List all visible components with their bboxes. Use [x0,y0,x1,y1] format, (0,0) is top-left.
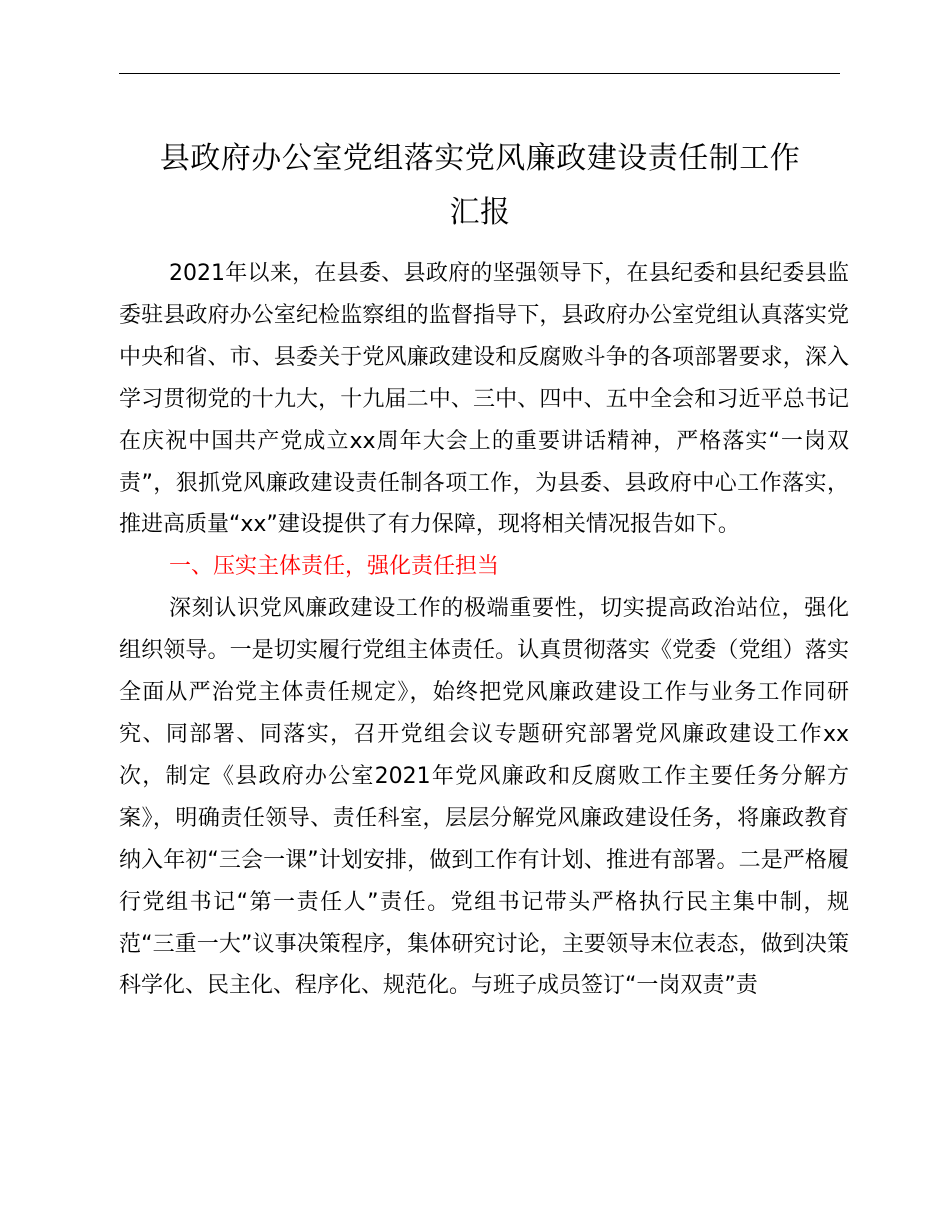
header-rule [119,73,840,74]
title-line-1: 县政府办公室党组落实党风廉政建设责任制工作 [159,141,801,176]
intro-paragraph: 2021年以来，在县委、县政府的坚强领导下，在县纪委和县纪委县监委驻县政府办公室纪检监察组的监督指导下，县政府办公室党组认真落实党中央和省、市、县委关于党风廉政建设和反腐败斗争的各项部署要求，深入学习贯彻党的十九大，十九届二中、三中、四中、五中全会和习近平总书记在庆祝中国共产党成立xx周年大会上的重要讲话精神，严格落实“一岗双责”，狠抓党风廉政建设责任制各项工作，为县委、县政府中心工作落实，推进高质量“xx”建设提供了有力保障，现将相关情况报告如下。 [119,261,849,538]
document-body [119,253,849,1007]
section-heading-1: 一、压实主体责任，强化责任担当 [169,554,500,580]
page-title [110,132,850,240]
section-1-paragraph: 深刻认识党风廉政建设工作的极端重要性，切实提高政治站位，强化组织领导。一是切实履行党组主体责任。认真贯彻落实《党委（党组）落实全面从严治党主体责任规定》，始终把党风廉政建设工作与业务工作同研究、同部署、同落实，召开党组会议专题研究部署党风廉政建设工作xx次，制定《县政府办公室2021年党风廉政和反腐败工作主要任务分解方案》，明确责任领导、责任科室，层层分解党风廉政建设任务，将廉政教育纳入年初“三会一课”计划安排，做到工作有计划、推进有部署。二是严格履行党组书记“第一责任人”责任。党组书记带头严格执行民主集中制，规范“三重一大”议事决策程序，集体研究讨论，主要领导末位表态，做到决策科学化、民主化、程序化、规范化。与班子成员签订“一岗双责”责 [119,596,849,999]
title-line-2: 汇报 [449,195,511,230]
